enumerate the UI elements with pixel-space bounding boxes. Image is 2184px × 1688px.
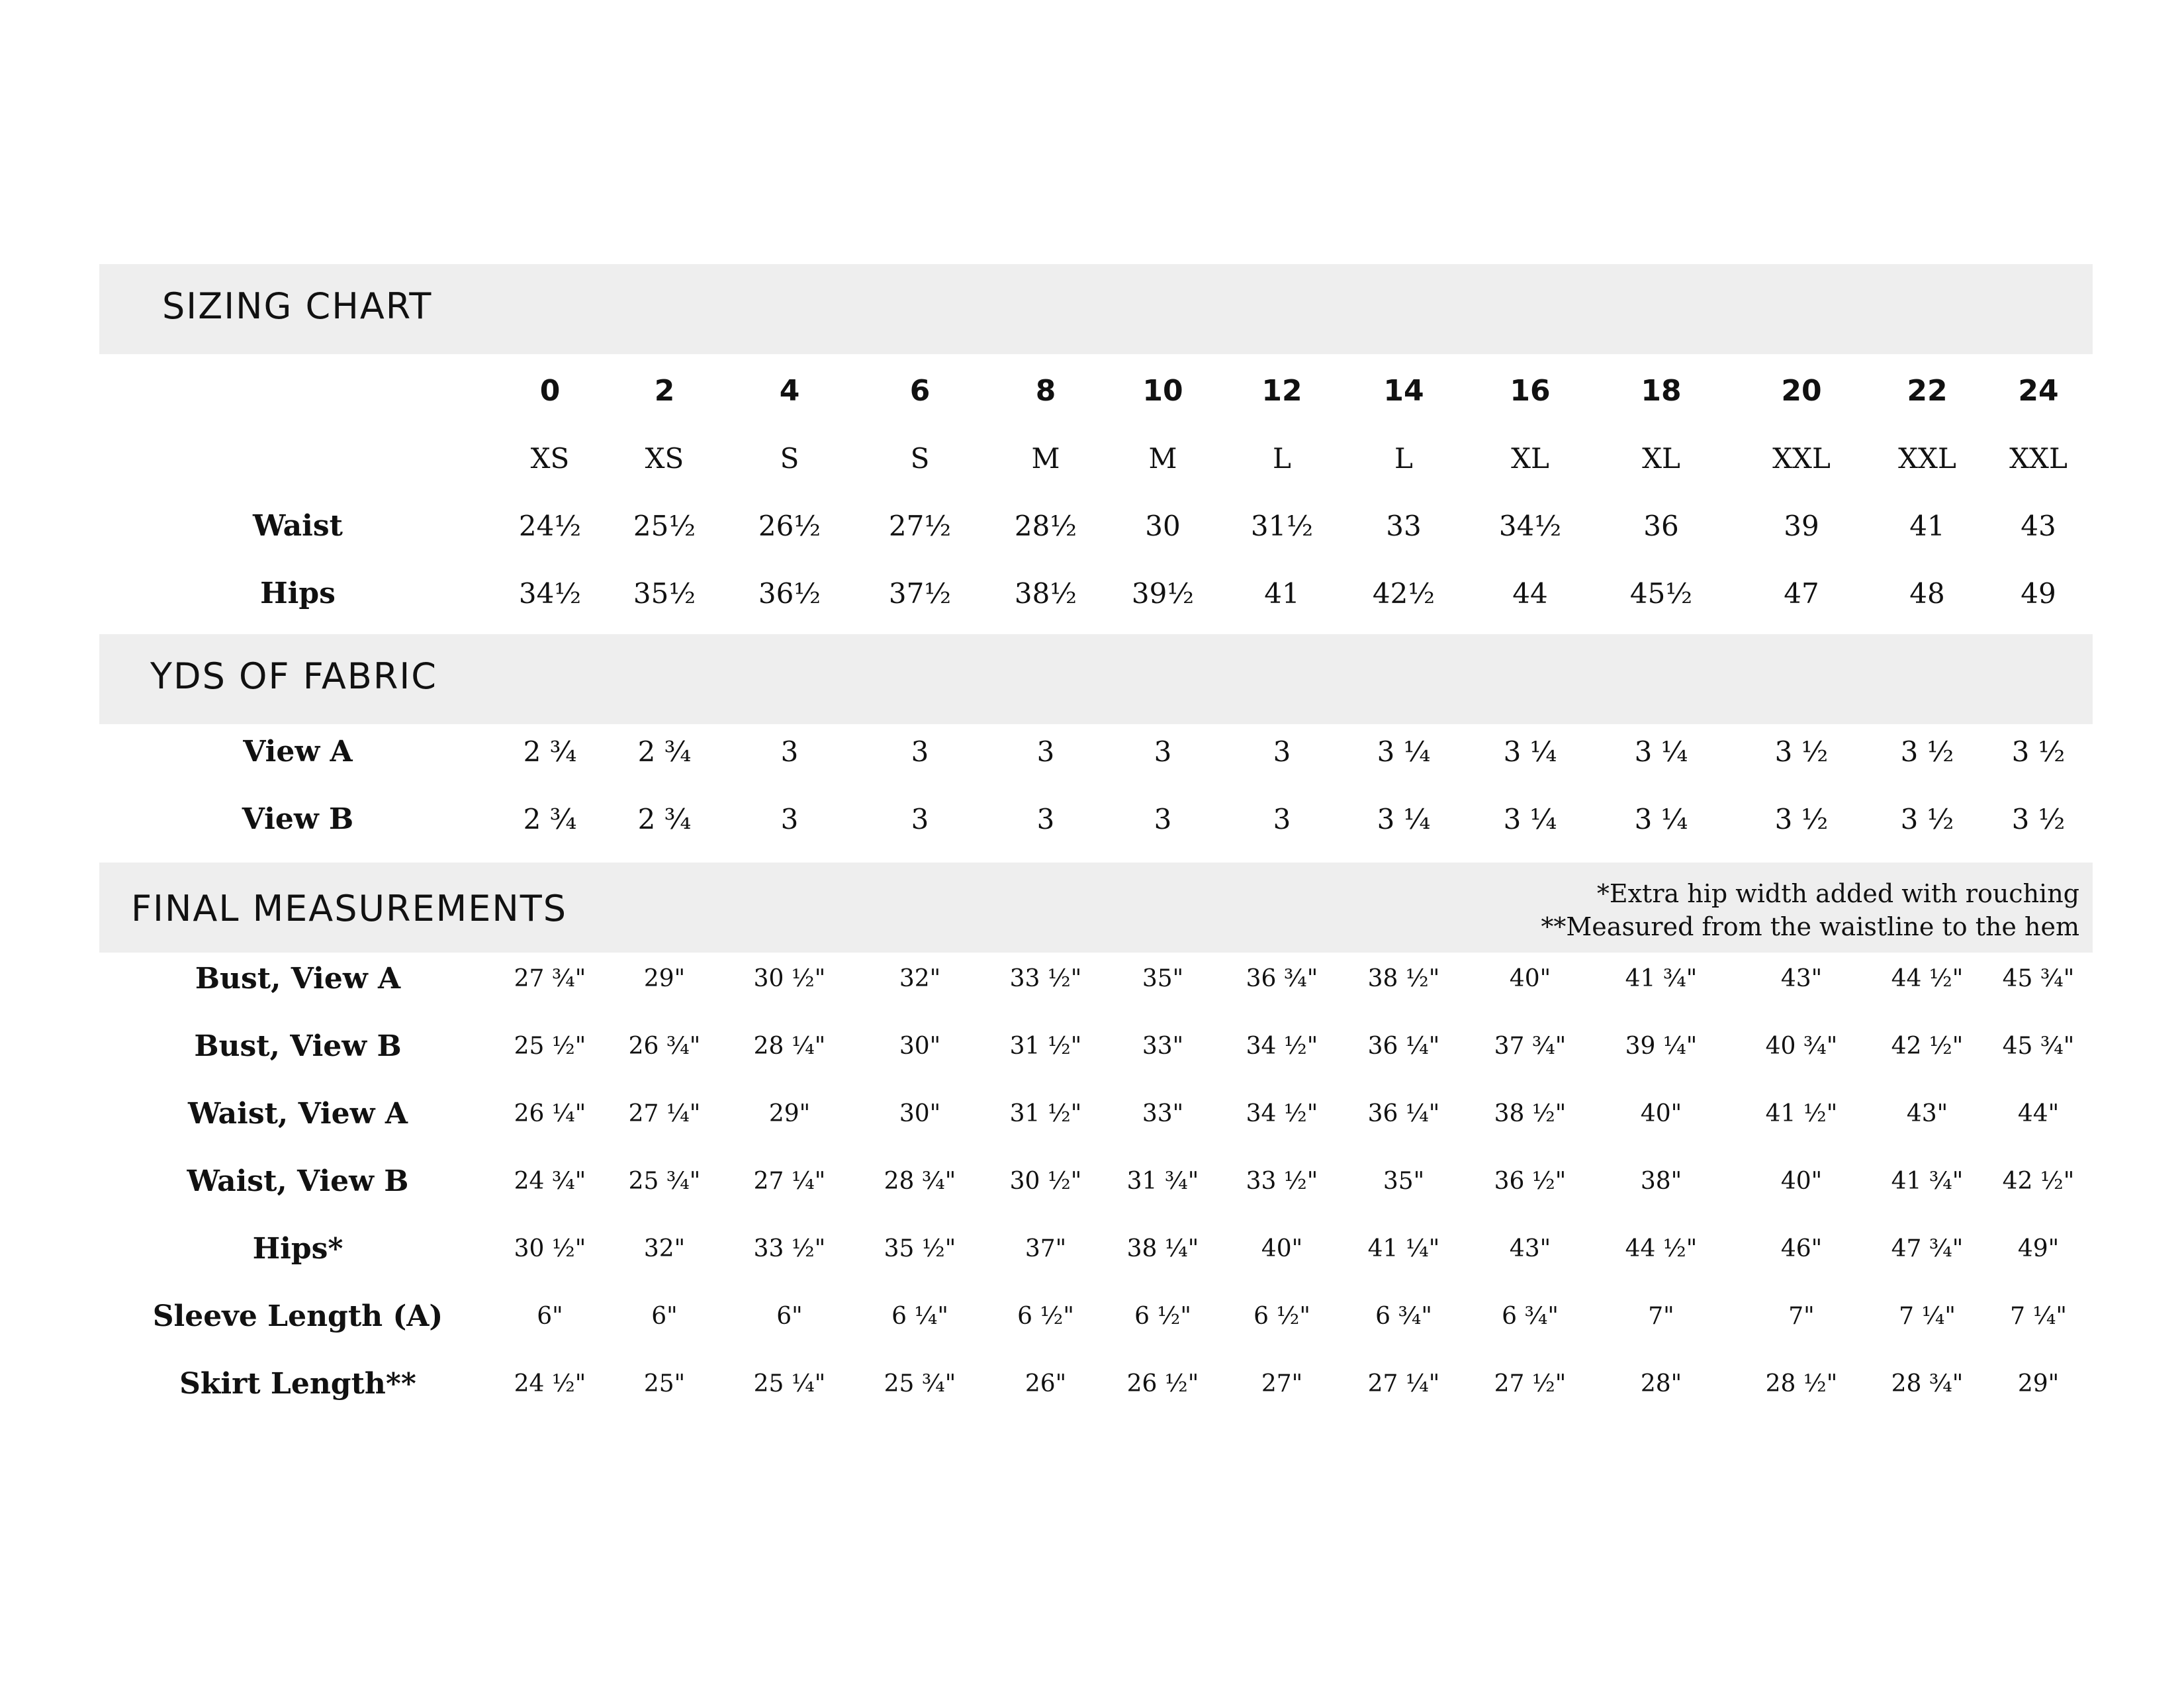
table-row	[0, 722, 2184, 782]
row-value: 6 ½"	[1017, 1303, 1074, 1330]
row-value: 25 ¼"	[753, 1370, 826, 1397]
row-value: 6 ½"	[1253, 1303, 1310, 1330]
table-row	[0, 1152, 2184, 1211]
size-letter: L	[1273, 442, 1291, 475]
table-row	[0, 1084, 2184, 1144]
row-value: 7"	[1788, 1303, 1815, 1330]
row-value: 24 ½"	[514, 1370, 586, 1397]
row-value: 25 ½"	[514, 1033, 586, 1060]
fabric-header	[99, 634, 2093, 724]
row-value: 40 ¾"	[1765, 1033, 1838, 1060]
row-value: 47	[1784, 577, 1819, 610]
row-value: 3	[780, 803, 799, 835]
size-number: 14	[1383, 374, 1424, 408]
row-value: 32"	[899, 965, 941, 992]
row-label: Waist, View A	[188, 1097, 408, 1131]
row-value: 49"	[2017, 1235, 2060, 1262]
row-value: 46"	[1780, 1235, 1823, 1262]
row-value: 31 ½"	[1009, 1033, 1082, 1060]
row-value: 41	[1264, 577, 1300, 610]
row-value: 26½	[758, 510, 821, 542]
row-value: 27 ¼"	[1367, 1370, 1440, 1397]
row-value: 26 ¾"	[628, 1033, 701, 1060]
row-value: 3 ½	[1900, 735, 1954, 768]
row-value: 41 ¾"	[1891, 1168, 1964, 1195]
row-value: 35"	[1383, 1168, 1425, 1195]
size-letter: XXL	[1772, 442, 1831, 475]
final-measurements-header	[99, 863, 2093, 953]
row-value: 6 ½"	[1134, 1303, 1191, 1330]
row-value: 45½	[1629, 577, 1693, 610]
size-number: 24	[2018, 374, 2059, 408]
size-number: 6	[909, 374, 931, 408]
sizing-chart-header	[99, 264, 2093, 354]
row-value: 6"	[537, 1303, 563, 1330]
row-value: 7"	[1648, 1303, 1674, 1330]
row-value: 28 ¾"	[1891, 1370, 1964, 1397]
row-value: 36 ¼"	[1367, 1100, 1440, 1127]
row-value: 26 ½"	[1126, 1370, 1199, 1397]
row-value: 34½	[1498, 510, 1562, 542]
row-value: 29"	[2017, 1370, 2060, 1397]
row-value: 38 ½"	[1367, 965, 1440, 992]
row-label: View B	[242, 802, 354, 836]
row-value: 40"	[1509, 965, 1551, 992]
row-value: 35½	[633, 577, 696, 610]
row-label: Hips	[260, 577, 336, 610]
table-row	[0, 790, 2184, 849]
row-value: 36 ¼"	[1367, 1033, 1440, 1060]
row-value: 3 ½	[1774, 803, 1829, 835]
row-value: 3	[911, 735, 929, 768]
row-value: 2 ¾	[637, 803, 692, 835]
row-value: 42½	[1372, 577, 1435, 610]
row-value: 3 ¼	[1503, 803, 1557, 835]
row-value: 30 ½"	[514, 1235, 586, 1262]
table-row	[0, 1354, 2184, 1414]
row-value: 39 ¼"	[1625, 1033, 1698, 1060]
row-value: 31 ¾"	[1126, 1168, 1199, 1195]
row-value: 33	[1386, 510, 1422, 542]
row-value: 42 ½"	[2002, 1168, 2075, 1195]
row-value: 3	[1273, 735, 1291, 768]
row-value: 45 ¾"	[2002, 1033, 2075, 1060]
row-value: 3 ¼	[1377, 803, 1431, 835]
row-value: 28 ¾"	[884, 1168, 956, 1195]
row-value: 38"	[1640, 1168, 1682, 1195]
row-value: 47 ¾"	[1891, 1235, 1964, 1262]
size-number: 16	[1510, 374, 1551, 408]
row-value: 43"	[1780, 965, 1823, 992]
row-value: 35"	[1142, 965, 1184, 992]
row-value: 7 ¼"	[1899, 1303, 1956, 1330]
row-label: Sleeve Length (A)	[152, 1299, 443, 1333]
row-value: 43"	[1906, 1100, 1948, 1127]
hip-note: *Extra hip width added with rouching	[1596, 879, 2079, 908]
size-number: 4	[779, 374, 800, 408]
size-number: 18	[1641, 374, 1682, 408]
row-value: 37½	[888, 577, 952, 610]
row-value: 33 ½"	[1009, 965, 1082, 992]
size-number: 22	[1907, 374, 1948, 408]
row-value: 44"	[2017, 1100, 2060, 1127]
row-value: 36½	[758, 577, 821, 610]
row-value: 25½	[633, 510, 696, 542]
row-value: 45 ¾"	[2002, 965, 2075, 992]
row-value: 27½	[888, 510, 952, 542]
size-number: 10	[1142, 374, 1183, 408]
row-value: 6 ¼"	[891, 1303, 948, 1330]
row-value: 3	[1154, 735, 1172, 768]
row-value: 40"	[1640, 1100, 1682, 1127]
row-value: 39½	[1131, 577, 1195, 610]
row-value: 44 ½"	[1625, 1235, 1698, 1262]
row-value: 3 ¼	[1503, 735, 1557, 768]
row-value: 43	[2021, 510, 2056, 542]
row-value: 3 ½	[2011, 803, 2066, 835]
row-value: 29"	[643, 965, 686, 992]
row-value: 41 ½"	[1765, 1100, 1838, 1127]
row-label: View A	[243, 735, 353, 769]
row-value: 41 ¾"	[1625, 965, 1698, 992]
row-value: 3	[1273, 803, 1291, 835]
table-row	[0, 564, 2184, 624]
row-value: 37"	[1024, 1235, 1067, 1262]
size-letter: XS	[530, 442, 570, 475]
size-number: 20	[1781, 374, 1822, 408]
size-number: 0	[539, 374, 561, 408]
row-value: 6 ¾"	[1502, 1303, 1559, 1330]
row-value: 34 ½"	[1246, 1033, 1318, 1060]
row-value: 28½	[1014, 510, 1077, 542]
row-label: Skirt Length**	[179, 1367, 416, 1401]
row-value: 27 ½"	[1494, 1370, 1567, 1397]
row-value: 27"	[1261, 1370, 1303, 1397]
row-value: 39	[1784, 510, 1819, 542]
row-value: 30	[1145, 510, 1181, 542]
size-number: 12	[1261, 374, 1302, 408]
row-value: 48	[1909, 577, 1945, 610]
row-value: 31½	[1250, 510, 1314, 542]
row-label: Bust, View A	[195, 962, 401, 996]
row-value: 37 ¾"	[1494, 1033, 1567, 1060]
row-value: 7 ¼"	[2010, 1303, 2067, 1330]
row-value: 3	[911, 803, 929, 835]
row-value: 6"	[651, 1303, 678, 1330]
row-value: 43"	[1509, 1235, 1551, 1262]
row-value: 30 ½"	[753, 965, 826, 992]
row-label: Waist, View B	[187, 1164, 409, 1198]
row-value: 36 ¾"	[1246, 965, 1318, 992]
row-value: 27 ¼"	[628, 1100, 701, 1127]
row-value: 30 ½"	[1009, 1168, 1082, 1195]
row-value: 28 ¼"	[753, 1033, 826, 1060]
size-letter: XXL	[1898, 442, 1956, 475]
size-letter: M	[1148, 442, 1177, 475]
row-value: 6 ¾"	[1375, 1303, 1432, 1330]
size-letter: M	[1031, 442, 1060, 475]
row-value: 6"	[776, 1303, 803, 1330]
row-value: 28 ½"	[1765, 1370, 1838, 1397]
row-value: 41 ¼"	[1367, 1235, 1440, 1262]
row-value: 3	[1036, 803, 1055, 835]
row-value: 33"	[1142, 1100, 1184, 1127]
size-letter: S	[910, 442, 930, 475]
row-value: 49	[2021, 577, 2056, 610]
size-letter-row	[0, 429, 2184, 489]
row-value: 25"	[643, 1370, 686, 1397]
row-value: 3	[1154, 803, 1172, 835]
row-label: Hips*	[252, 1232, 343, 1266]
table-row	[0, 496, 2184, 556]
table-row	[0, 949, 2184, 1009]
row-label: Waist	[253, 509, 343, 543]
row-value: 30"	[899, 1100, 941, 1127]
row-value: 3 ¼	[1634, 803, 1688, 835]
skirt-note: **Measured from the waistline to the hem	[1541, 912, 2079, 941]
size-letter: XL	[1511, 442, 1549, 475]
row-value: 2 ¾	[637, 735, 692, 768]
size-number-row	[0, 361, 2184, 421]
table-row	[0, 1219, 2184, 1279]
row-value: 27 ¼"	[753, 1168, 826, 1195]
row-value: 38 ½"	[1494, 1100, 1567, 1127]
row-value: 34½	[518, 577, 582, 610]
size-letter: XXL	[2009, 442, 2068, 475]
size-number: 2	[654, 374, 675, 408]
row-value: 3 ½	[1900, 803, 1954, 835]
row-value: 24½	[518, 510, 582, 542]
row-value: 3	[780, 735, 799, 768]
row-value: 31 ½"	[1009, 1100, 1082, 1127]
row-value: 36	[1643, 510, 1679, 542]
row-value: 44 ½"	[1891, 965, 1964, 992]
row-value: 25 ¾"	[628, 1168, 701, 1195]
row-value: 26"	[1024, 1370, 1067, 1397]
row-value: 36 ½"	[1494, 1168, 1567, 1195]
row-value: 35 ½"	[884, 1235, 956, 1262]
row-value: 24 ¾"	[514, 1168, 586, 1195]
row-value: 30"	[899, 1033, 941, 1060]
row-value: 40"	[1780, 1168, 1823, 1195]
row-value: 32"	[643, 1235, 686, 1262]
row-value: 40"	[1261, 1235, 1303, 1262]
row-value: 3 ¼	[1634, 735, 1688, 768]
row-value: 2 ¾	[523, 735, 577, 768]
row-value: 44	[1512, 577, 1548, 610]
row-value: 26 ¼"	[514, 1100, 586, 1127]
size-letter: XL	[1642, 442, 1680, 475]
size-number: 8	[1035, 374, 1056, 408]
row-value: 34 ½"	[1246, 1100, 1318, 1127]
size-letter: XS	[645, 442, 684, 475]
row-value: 3 ½	[1774, 735, 1829, 768]
sizing-chart-title: SIZING CHART	[162, 285, 433, 327]
row-value: 41	[1909, 510, 1945, 542]
fabric-title: YDS OF FABRIC	[150, 655, 437, 697]
row-value: 29"	[768, 1100, 811, 1127]
row-value: 33"	[1142, 1033, 1184, 1060]
row-value: 25 ¾"	[884, 1370, 956, 1397]
table-row	[0, 1017, 2184, 1076]
row-value: 33 ½"	[1246, 1168, 1318, 1195]
final-measurements-title: FINAL MEASUREMENTS	[131, 888, 568, 929]
row-value: 38½	[1014, 577, 1077, 610]
row-value: 2 ¾	[523, 803, 577, 835]
final-notes	[1541, 877, 2079, 943]
row-label: Bust, View B	[194, 1029, 402, 1063]
size-letter: L	[1394, 442, 1413, 475]
row-value: 28"	[1640, 1370, 1682, 1397]
row-value: 3 ¼	[1377, 735, 1431, 768]
row-value: 42 ½"	[1891, 1033, 1964, 1060]
row-value: 38 ¼"	[1126, 1235, 1199, 1262]
table-row	[0, 1287, 2184, 1346]
row-value: 3	[1036, 735, 1055, 768]
row-value: 33 ½"	[753, 1235, 826, 1262]
row-value: 27 ¾"	[514, 965, 586, 992]
size-letter: S	[780, 442, 799, 475]
row-value: 3 ½	[2011, 735, 2066, 768]
